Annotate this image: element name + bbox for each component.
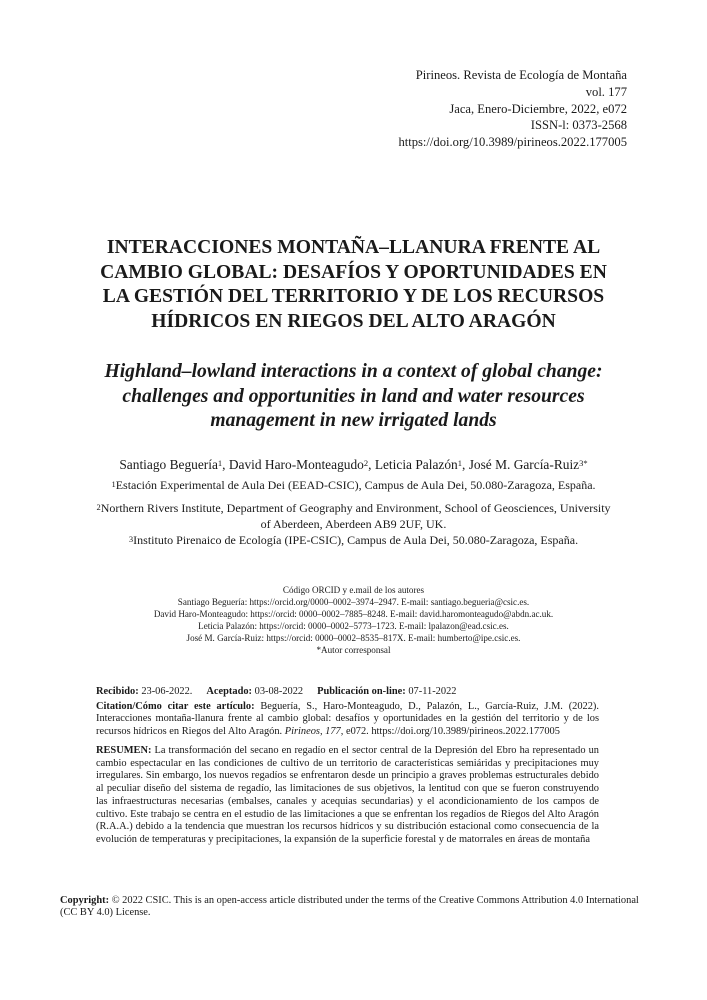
author-separator: , [222, 457, 229, 472]
affiliation-mark: 2 [96, 502, 101, 512]
title-en-line: Highland–lowland interactions in a context of global change: [104, 361, 603, 382]
author-separator: , [368, 457, 375, 472]
copyright-label: Copyright: [60, 895, 110, 906]
affiliation-3 [90, 533, 617, 549]
abstract-label: RESUMEN: [96, 745, 152, 756]
affiliation-1 [90, 478, 617, 494]
journal-header [398, 67, 627, 151]
published-label: Publicación on-line: [317, 686, 406, 697]
journal-place-date: Jaca, Enero-Diciembre, 2022, e072 [449, 101, 627, 116]
title-es-line: INTERACCIONES MONTAÑA–LLANURA FRENTE AL [106, 237, 601, 258]
corresponding-author-note: *Autor corresponsal [316, 645, 391, 656]
title-es-line: CAMBIO GLOBAL: DESAFÍOS Y OPORTUNIDADES EN [100, 261, 607, 283]
abstract-text: La transformación del secano en regadío en el sector central de la Depresión del Ebro ha representado un cambio espectacular en las condiciones de cultivo de un territorio de características semiáridas y precipitaciones muy irregulares. Sin embargo, los nuevos regadíos se enfrentaron desde un principio a graves problemas estructurales debido al peculiar diseño del sistema de regadío, las limitaciones de sus objetivos, la lentitud con que se fueron construyendo las infraestructuras necesarias (embalses, canales y acequias secundarias) y el acondicionamiento de los campos de cultivo. Este trabajo se centra en el estudio de las limitaciones a que se enfrentan los regadíos de Riegos del Alto Aragón (R.A.A.) debido a la tendencia que muestran los recursos hídricos y su distribución estacional como consecuencia de la evolución de temperaturas y precipitaciones, la expansión de la superficie forestal y de matorrales en áreas de montaña [96, 745, 599, 845]
citation-text: Beguería, S., Haro-Monteagudo, D., Palazón, L., García-Ruiz, J.M. (2022). Interacciones montaña-llanura frente al cambio global: desafíos y oportunidades en la gestión del territorio y de los recursos hídricos en Riegos del Alto Aragón. [96, 701, 599, 737]
journal-issn: ISSN-l: 0373-2568 [530, 118, 627, 133]
affiliation-2 [90, 501, 617, 532]
copyright-notice [60, 895, 650, 919]
copyright-text: © 2022 CSIC. This is an open-access article distributed under the terms of the Creative Commons Attribution 4.0 International (CC BY 4.0) License. [60, 895, 639, 919]
published-date: 07-11-2022 [408, 686, 457, 697]
affiliation-mark: 3 [128, 534, 134, 544]
title-spanish [70, 236, 637, 334]
author-name: José M. García-Ruiz [468, 457, 580, 472]
abstract-block [96, 745, 599, 847]
author-affiliation-mark: 1 [457, 458, 462, 468]
journal-doi-link[interactable]: https://doi.org/10.3989/pirineos.2022.177005 [398, 135, 627, 150]
affiliation-text: Estación Experimental de Aula Dei (EEAD-CSIC), Campus de Aula Dei, 50.080-Zaragoza, España. [115, 478, 596, 492]
author-name: David Haro-Monteagudo [228, 457, 364, 472]
journal-name: Pirineos. Revista de Ecología de Montaña [415, 68, 627, 82]
author-name: Leticia Palazón [374, 457, 458, 472]
author-list [60, 456, 647, 473]
citation-doi[interactable]: e072. https://doi.org/10.3989/pirineos.2022.177005 [345, 725, 560, 737]
journal-volume: vol. 177 [585, 84, 627, 99]
author-name: Santiago Beguería [119, 457, 218, 472]
title-es-line: HÍDRICOS EN RIEGOS DEL ALTO ARAGÓN [151, 310, 556, 332]
title-es-line: LA GESTIÓN DEL TERRITORIO Y DE LOS RECURSOS [102, 286, 605, 308]
affiliation-text: Instituto Pirenaico de Ecología (IPE-CSIC), Campus de Aula Dei, 50.080-Zaragoza, España. [133, 533, 579, 547]
affiliation-mark: 1 [111, 479, 116, 489]
title-en-line: management in new irrigated lands [210, 410, 497, 432]
article-dates [96, 686, 456, 697]
accepted-date: 03-08-2022 [254, 686, 304, 697]
orcid-block [100, 584, 607, 657]
author-affiliation-mark: 3* [579, 458, 588, 468]
received-date: 23-06-2022. [141, 686, 193, 697]
citation-block [96, 701, 599, 738]
orcid-line[interactable]: Santiago Beguería: https://orcid.org/0000–0002–3974–2947. E-mail: santiago.begueria@csic.es. [177, 597, 530, 608]
received-label: Recibido: [96, 686, 139, 697]
citation-label: Citation/Cómo citar este artículo: [96, 701, 255, 712]
accepted-label: Aceptado: [206, 686, 253, 697]
orcid-heading: Código ORCID y e.mail de los autores [282, 585, 425, 595]
citation-journal: Pirineos, 177, [284, 725, 344, 737]
author-affiliation-mark: 1 [217, 458, 223, 468]
author-affiliation-mark: 2 [363, 458, 369, 468]
affiliation-text: Northern Rivers Institute, Department of Geography and Environment, School of Geosciences, University of Aberdeen, Aberdeen AB9 2UF, UK. [100, 501, 611, 531]
orcid-line[interactable]: David Haro-Monteagudo: https://orcid: 0000–0002–7885–8248. E-mail: david.haromonteagudo@abdn.ac.uk. [153, 609, 554, 620]
orcid-line[interactable]: José M. García-Ruiz: https://orcid: 0000–0002–8535–817X. E-mail: humberto@ipe.csic.es. [186, 633, 521, 644]
orcid-line[interactable]: Leticia Palazón: https://orcid: 0000–0002–5773–1723. E-mail: lpalazon@ead.csic.es. [198, 621, 509, 632]
title-en-line: challenges and opportunities in land and water resources [122, 385, 585, 407]
author-separator: , [461, 457, 469, 472]
title-english [70, 360, 637, 434]
